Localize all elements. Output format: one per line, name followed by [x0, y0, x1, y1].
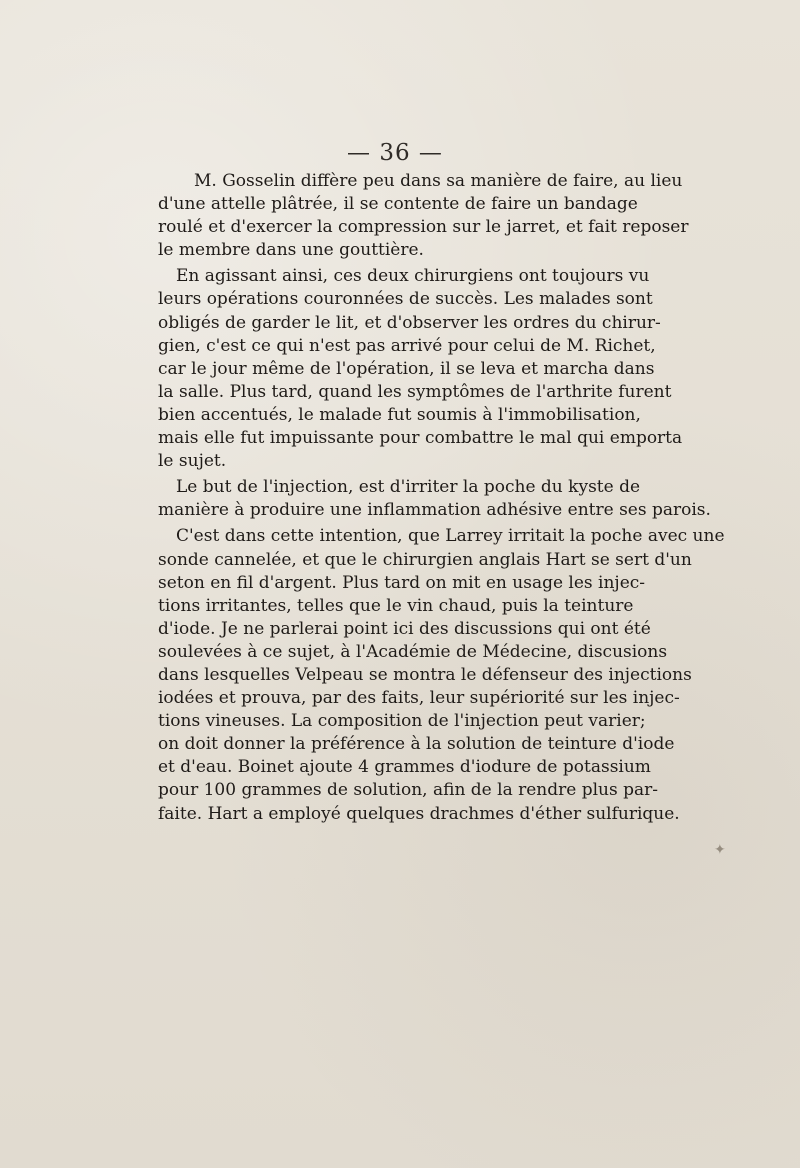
- text-line: soulevées à ce sujet, à l'Académie de Médecine, discusions: [158, 641, 668, 662]
- text-line: En agissant ainsi, ces deux chirurgiens ont toujours vu: [176, 266, 650, 287]
- text-line: tions vineuses. La composition de l'injection peut varier;: [158, 711, 646, 732]
- text-line: on doit donner la préférence à la solution de teinture d'iode: [158, 734, 675, 755]
- document-body: [158, 170, 725, 829]
- text-line: tions irritantes, telles que le vin chaud, puis la teinture: [158, 595, 634, 616]
- text-line: manière à produire une inflammation adhésive entre ses parois.: [158, 500, 711, 521]
- text-line: la salle. Plus tard, quand les symptômes de l'arthrite furent: [158, 381, 672, 402]
- text-line: le sujet.: [158, 451, 227, 472]
- text-line: C'est dans cette intention, que Larrey irritait la poche avec une: [176, 526, 725, 547]
- text-line: mais elle fut impuissante pour combattre le mal qui emporta: [158, 428, 683, 449]
- text-line: pour 100 grammes de solution, afin de la rendre plus par-: [158, 780, 659, 801]
- text-line: et d'eau. Boinet ajoute 4 grammes d'iodure de potassium: [158, 757, 651, 778]
- page-number: — 36 —: [347, 140, 443, 166]
- paragraph: [158, 476, 711, 522]
- text-line: Le but de l'injection, est d'irriter la poche du kyste de: [176, 477, 641, 498]
- text-line: sonde cannelée, et que le chirurgien anglais Hart se sert d'un: [158, 549, 692, 570]
- text-line: seton en fil d'argent. Plus tard on mit en usage les injec-: [158, 572, 646, 593]
- text-line: obligés de garder le lit, et d'observer les ordres du chirur-: [158, 312, 661, 333]
- text-line: dans lesquelles Velpeau se montra le défenseur des injections: [158, 664, 692, 685]
- text-line: M. Gosselin diffère peu dans sa manière de faire, au lieu: [194, 171, 683, 191]
- paper-speck-icon: ✦: [714, 842, 726, 858]
- paragraph: [158, 170, 689, 262]
- text-line: leurs opérations couronnées de succès. Les malades sont: [158, 289, 653, 310]
- text-line: roulé et d'exercer la compression sur le jarret, et fait reposer: [158, 217, 689, 238]
- paragraph: [158, 265, 683, 473]
- text-line: car le jour même de l'opération, il se leva et marcha dans: [158, 358, 655, 379]
- text-line: bien accentués, le malade fut soumis à l'immobilisation,: [158, 404, 641, 425]
- paragraph: [158, 525, 725, 825]
- text-line: d'iode. Je ne parlerai point ici des discussions qui ont été: [158, 618, 651, 639]
- text-line: d'une attelle plâtrée, il se contente de faire un bandage: [158, 194, 638, 215]
- text-line: le membre dans une gouttière.: [158, 240, 424, 261]
- text-line: gien, c'est ce qui n'est pas arrivé pour celui de M. Richet,: [158, 335, 656, 356]
- text-line: faite. Hart a employé quelques drachmes d'éther sulfurique.: [158, 803, 680, 824]
- text-line: iodées et prouva, par des faits, leur supériorité sur les injec-: [158, 688, 680, 709]
